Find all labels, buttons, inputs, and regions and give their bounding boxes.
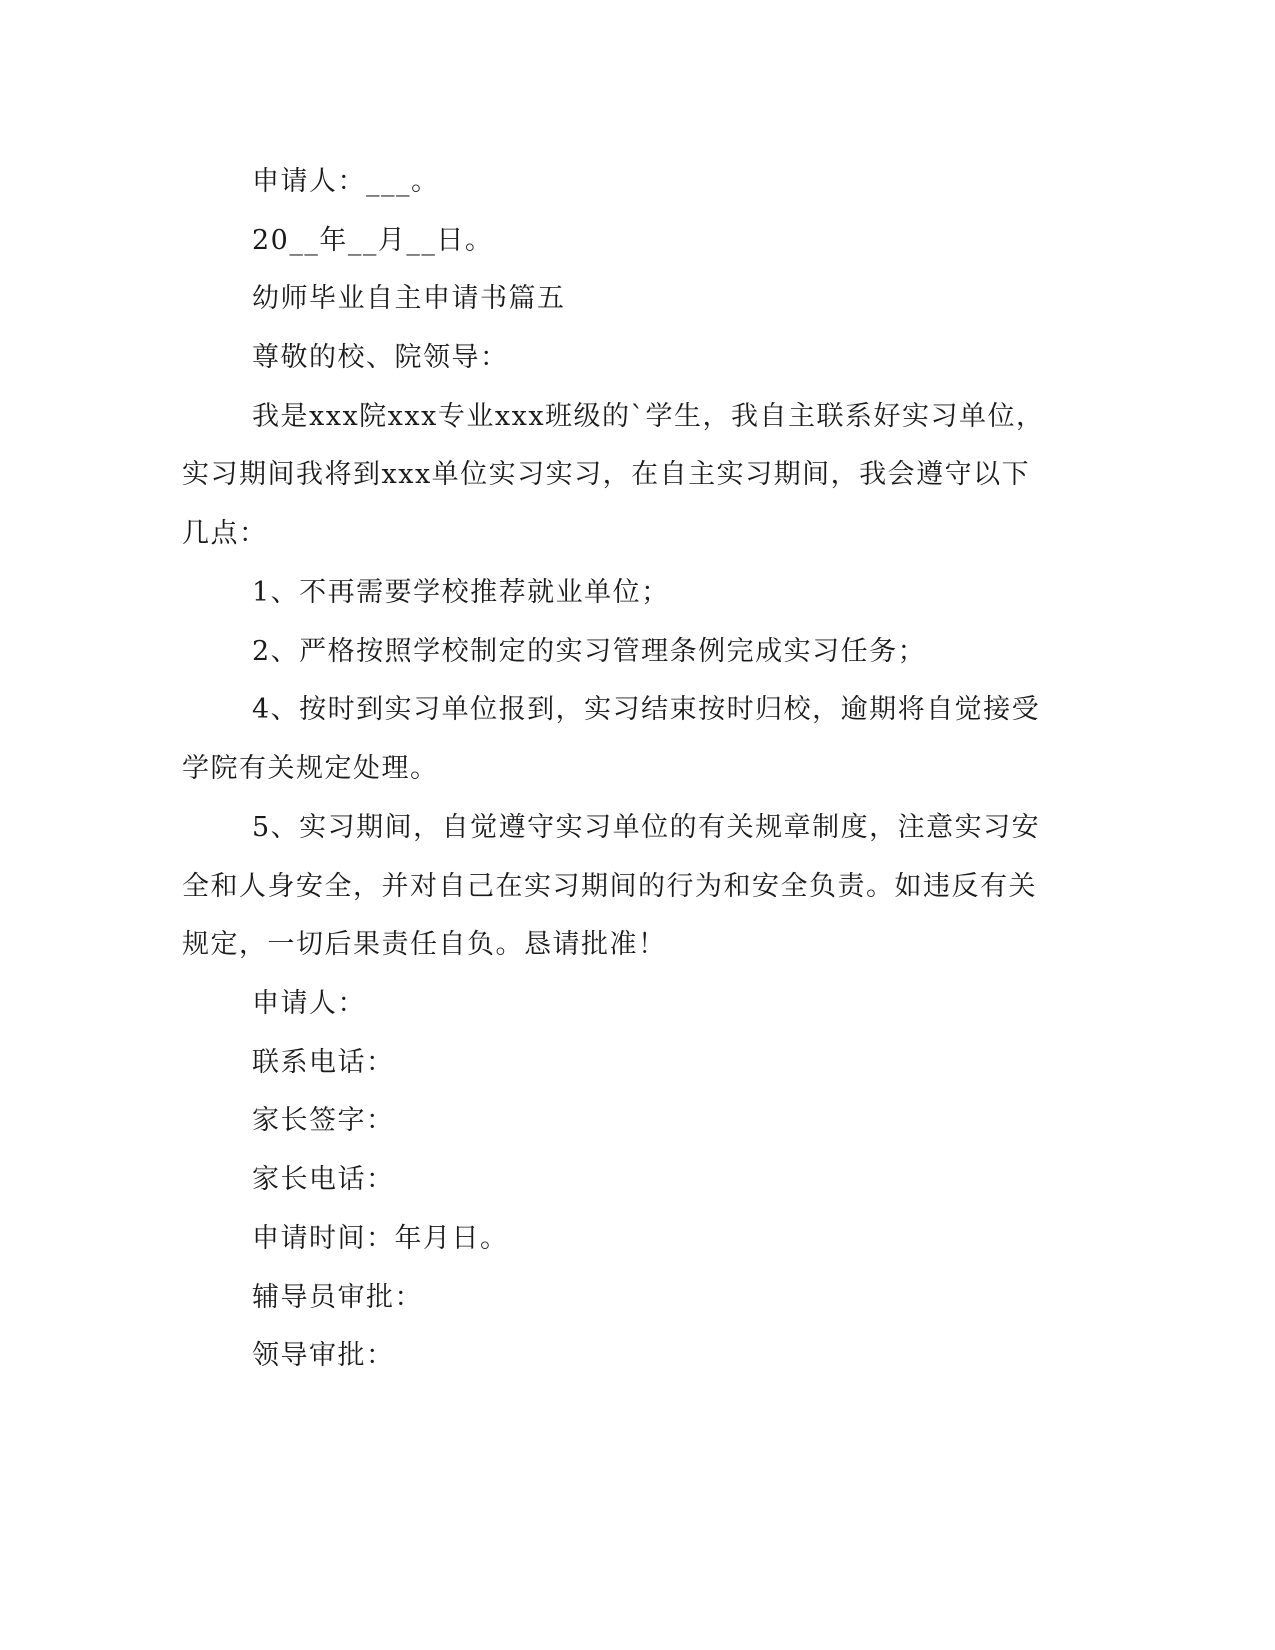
list-item: 5、实习期间，自觉遵守实习单位的有关规章制度，注意实习安 <box>252 812 1041 843</box>
parent-signature-field: 家长签字： <box>252 1105 395 1136</box>
applicant-field: 申请人： <box>252 988 366 1019</box>
body-paragraph-line: 几点： <box>182 518 268 549</box>
list-item-continuation: 学院有关规定处理。 <box>182 753 439 784</box>
leader-approval-field: 领导审批： <box>252 1340 395 1371</box>
section-title: 幼师毕业自主申请书篇五 <box>252 283 566 314</box>
salutation: 尊敬的校、院领导： <box>252 342 509 373</box>
phone-field: 联系电话： <box>252 1047 395 1078</box>
date-line: 20__年__月__日。 <box>252 225 494 256</box>
application-date-field: 申请时间：年月日。 <box>252 1223 509 1254</box>
body-paragraph-line: 实习期间我将到xxx单位实习实习，在自主实习期间，我会遵守以下 <box>182 459 1031 490</box>
applicant-line: 申请人：___。 <box>252 166 440 197</box>
list-item-continuation: 全和人身安全，并对自己在实习期间的行为和安全负责。如违反有关 <box>182 871 1037 902</box>
list-item: 2、严格按照学校制定的实习管理条例完成实习任务； <box>252 636 927 667</box>
list-item: 4、按时到实习单位报到，实习结束按时归校，逾期将自觉接受 <box>252 694 1041 725</box>
parent-phone-field: 家长电话： <box>252 1164 395 1195</box>
body-paragraph-line: 我是xxx院xxx专业xxx班级的`学生，我自主联系好实习单位， <box>252 401 1045 432</box>
list-item-continuation: 规定，一切后果责任自负。恳请批准！ <box>182 929 667 960</box>
list-item: 1、不再需要学校推荐就业单位； <box>252 577 670 608</box>
counselor-approval-field: 辅导员审批： <box>252 1282 423 1313</box>
